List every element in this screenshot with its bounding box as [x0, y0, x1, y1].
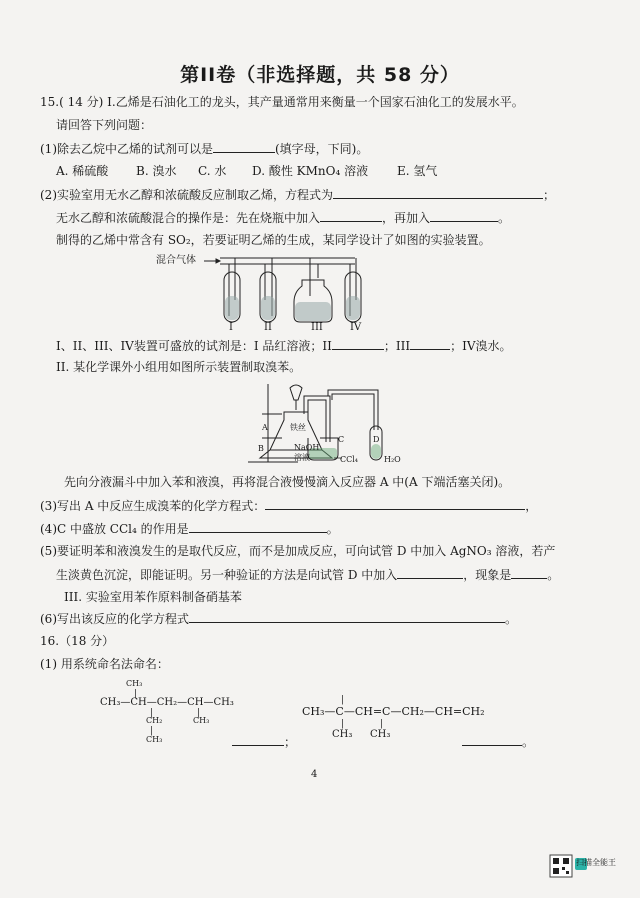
struct2-sub-ch3-b: CH₃ [370, 729, 391, 740]
q2-mix-blank-2[interactable] [430, 209, 498, 222]
label-d: D [373, 435, 380, 444]
q4-blank[interactable] [189, 520, 327, 533]
option-b: B. 溴水 [136, 164, 177, 178]
q4-stem: (4)C 中盛放 CCl₄ 的作用是 [40, 522, 189, 536]
apparatus-label-2: II [264, 322, 272, 333]
ccl4-label: CCl₄ [340, 455, 359, 464]
struct1-answer [232, 733, 296, 750]
answer-prompt: 请回答下列问题： [56, 118, 153, 132]
reagents-b: ；III [383, 339, 411, 353]
option-e: E. 氢气 [397, 164, 438, 178]
q2-mix-end: 。 [498, 211, 511, 225]
naoh-solution-label: 溶液 [294, 453, 310, 462]
q2-end: ； [543, 188, 556, 202]
q2-mix-blank-1[interactable] [320, 209, 382, 222]
q5-end: 。 [547, 568, 560, 582]
struct1-semicolon: ； [284, 735, 297, 749]
q16-heading: 16.（18 分） [40, 634, 115, 648]
q6-end: 。 [505, 612, 518, 626]
struct2-answer [462, 733, 534, 750]
q3-end: ， [525, 499, 538, 513]
struct1-right-bond: | [197, 708, 201, 718]
apparatus-label-3: III [311, 322, 323, 333]
struct1-sub-ch3-left: CH₃ [146, 735, 163, 744]
h2o-label: H₂O [384, 455, 401, 464]
q5-stem-b: 生淡黄色沉淀，即能证明。另一种验证的方法是向试管 D 中加入 [56, 568, 398, 582]
q2-blank[interactable] [333, 186, 543, 199]
struct1-sub-ch3-right: CH₃ [193, 716, 210, 725]
q5-blank-1[interactable] [397, 566, 463, 579]
struct1-sub-ch2: CH₂ [146, 716, 163, 725]
q1-options [56, 163, 437, 179]
mixed-gas-label: 混合气体 [156, 255, 196, 266]
q1-blank[interactable] [213, 140, 275, 153]
struct2-sub-ch3-a: CH₃ [332, 729, 353, 740]
q15-2 [40, 186, 555, 203]
label-c: C [338, 435, 345, 444]
struct1-top-ch3: CH₃ [126, 679, 143, 688]
q6-stem: (6)写出该反应的化学方程式 [40, 612, 189, 626]
option-a: A. 稀硫酸 [56, 164, 109, 178]
page-number: 4 [311, 769, 318, 780]
q3-stem: (3)写出 A 中反应生成溴苯的化学方程式： [40, 499, 266, 513]
q16-1: (1) 用系统命名法命名： [40, 657, 169, 671]
option-c: C. 水 [198, 164, 227, 178]
q15-intro: 15.( 14 分) I.乙烯是石油化工的龙头，其产量通常用来衡量一个国家石油化工的发展水平。 [40, 95, 524, 109]
option-d: D. 酸性 KMnO₄ 溶液 [252, 164, 369, 178]
struct1-left-bond: | [150, 708, 154, 718]
naoh-label: NaOH [294, 443, 320, 452]
q2-so2: 制得的乙烯中常含有 SO₂，若要证明乙烯的生成，某同学设计了如图的实验装置。 [56, 233, 491, 247]
apparatus-label-4: IV [350, 322, 362, 333]
q15-1 [40, 140, 368, 157]
q2-mix-a: 无水乙醇和浓硫酸混合的操作是：先在烧瓶中加入 [56, 211, 321, 225]
apparatus-label-1: I [229, 322, 233, 333]
section-title: 第II卷（非选择题，共 58 分） [180, 64, 460, 86]
struct1-blank[interactable] [232, 733, 284, 746]
part-2-heading: II. 某化学课外小组用如图所示装置制取溴苯。 [56, 360, 302, 374]
q5-blank-2[interactable] [511, 566, 547, 579]
label-a: A [262, 423, 268, 432]
q2-mix-b: ，再加入 [382, 211, 431, 225]
struct2-blank[interactable] [462, 733, 522, 746]
iron-wire-label: 铁丝 [290, 423, 306, 432]
q3-blank[interactable] [265, 497, 525, 510]
q2-mix [56, 209, 510, 226]
q6-blank[interactable] [189, 610, 505, 623]
reagents-c: ；IV溴水。 [450, 339, 512, 353]
struct2-top-bond: | [341, 695, 345, 705]
struct2-bond-b: | [380, 719, 384, 729]
q1-suffix: (填字母，下同)。 [275, 142, 369, 156]
q15-5a: (5)要证明苯和液溴发生的是取代反应，而不是加成反应，可向试管 D 中加入 AgNO₃ 溶液，若产 [40, 544, 556, 558]
struct2-period: 。 [522, 735, 535, 749]
q15-5b [56, 566, 559, 583]
q2-stem: (2)实验室用无水乙醇和浓硫酸反应制取乙烯，方程式为 [40, 188, 334, 202]
struct1-main-chain: CH₃—CH—CH₂—CH—CH₃ [100, 697, 234, 708]
part-3-heading: III. 实验室用苯作原料制备硝基苯 [64, 590, 242, 604]
struct1-top-bond: | [134, 689, 138, 699]
reagents-a: I、II、III、IV装置可盛放的试剂是：I 品红溶液；II [56, 339, 332, 353]
struct2-bond-a: | [341, 719, 345, 729]
q5-stem-c: ，现象是 [463, 568, 512, 582]
q15-3 [40, 497, 537, 514]
label-b: B [258, 444, 264, 453]
reagent-ii-blank[interactable] [332, 337, 384, 350]
struct2-main-chain: CH₃—C—CH=C—CH₂—CH=CH₂ [302, 705, 485, 718]
q4-end: 。 [326, 522, 339, 536]
q15-6 [40, 610, 517, 627]
reagents-line [56, 337, 512, 354]
reagent-iii-blank[interactable] [410, 337, 450, 350]
procedure: 先向分液漏斗中加入苯和液溴，再将混合液慢慢滴入反应器 A 中(A 下端活塞关闭)。 [64, 475, 511, 489]
struct1-left-bond-2: | [150, 726, 154, 736]
q15-4 [40, 520, 339, 537]
scanner-logo-text: 扫描全能王 [576, 858, 616, 867]
q1-stem: (1)除去乙烷中乙烯的试剂可以是 [40, 142, 213, 156]
